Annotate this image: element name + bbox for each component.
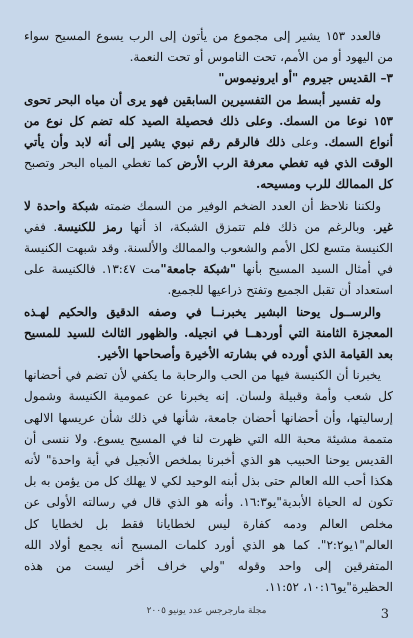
bold-text-segment: شبكة واحدة لا غير [24, 198, 393, 234]
bold-text-segment: رمز للكنيسة [57, 219, 123, 234]
paragraph [24, 26, 393, 68]
paragraph [24, 302, 393, 366]
paragraph [24, 365, 393, 598]
paragraph [24, 196, 393, 302]
page-number: 3 [380, 606, 389, 622]
bold-text-segment: والرســول يوحنا البشير يخبرنــا في وصفه الدقيق والحكيم لهـذه المعجزة الثامنة التي أوردهــا في انجيله. والظهور الثالث للسيد للمسيح بعد القيامة الذي أورده في بشارته الأخيرة وأصحاحها الأخير. [24, 304, 393, 362]
bold-text-segment: كل الممالك للرب ومسيحه. [256, 177, 393, 192]
text-segment: فالعدد ١٥٣ يشير إلى مجموع من يأتون إلى الرب يسوع المسيح سواء من اليهود أو من الأمم، تحت الناموس أو تحت النعمة. [24, 29, 393, 65]
section-heading [24, 68, 393, 89]
text-segment: مت ١٣:٤٧. فالكنيسة على استعداد أن تقبل الجميع وتفتح ذراعيها للجميع. [24, 262, 393, 298]
footer-publication-text: مجلة مارجرجس عدد يونيو ٢٠٠٥ [146, 606, 267, 616]
article-body [24, 26, 393, 598]
bold-text-segment: "شبكة جامعة" [160, 262, 237, 277]
text-segment: . وبالرغم من ذلك فلم تتمزق الشبكة، اذ أنها [122, 219, 377, 234]
bold-text-segment: ذلك فالرقم رقم نبوي يشير إلى أنه لابد وأن يأتي الوقت الذي فيه تغطي معرفة الرب الأرض [24, 135, 394, 171]
bold-text-segment: وله تفسير أبسط من التفسيرين السابقين فهو يرى أن مياه البحر تحوى ١٥٣ نوعا من السمك. وعلى ذلك فحصيلة الصيد كله تضم كل نوع من أنواع السمك. [24, 92, 393, 150]
text-segment: وعلى [285, 135, 325, 150]
bold-text-segment: ٣– القديس جيروم "أو ايرونيموس" [218, 71, 393, 86]
page-footer [0, 604, 413, 624]
text-segment: يخبرنا أن الكنيسة فيها من الحب والرحابة ما يكفي لأن تضم في أحضانها كل شعب وأمة وقبيلة ولسان. إنه يخبرنا عن عمومية الكنيسة وشمول إرساليتها، وأن أحضانها أحضان جامعة، شأنها في ذلك شأن عريسها الالهى متممة مشيئة محبة الله التي ظهرت لنا في المسيح يسوع. ولا ننسى أن القديس يوحنا الحبيب هو الذي أخبرنا بملخص الأنجيل في أية واحدة" لأنه هكذا أحب الله العالم حتى بذل أبنه الوحيد لكي لا يهلك كل من يؤمن به بل تكون له الحياة الأبدية"يو١٦:٣. وأنه هو الذي قال في رسالته الأولى عن مخلص العالم ودمه كفارة ليس لخطايانا فقط بل لخطايا كل العالم"١يو٢:٢". كما هو الذي أورد كلمات المسيح أنه يجمع أولاد الله المتفرقين إلى واحد وقوله "ولي خراف أخر ليست من هذه الحظيرة"يو١٠:١٦، ١١:٥٢. [24, 368, 393, 595]
text-segment: ولكننا نلاحظ أن العدد الضخم الوفير من السمك ضمته [98, 198, 381, 213]
text-segment: كما تغطي المياه البحر وتصبح [24, 156, 178, 171]
paragraph [24, 90, 393, 196]
text-segment: . ففي الكنيسة متسع لكل الأمم والشعوب والممالك والألسنة. وقد شبهت الكنيسة في أمثال السيد المسيح بأنها [24, 219, 393, 277]
